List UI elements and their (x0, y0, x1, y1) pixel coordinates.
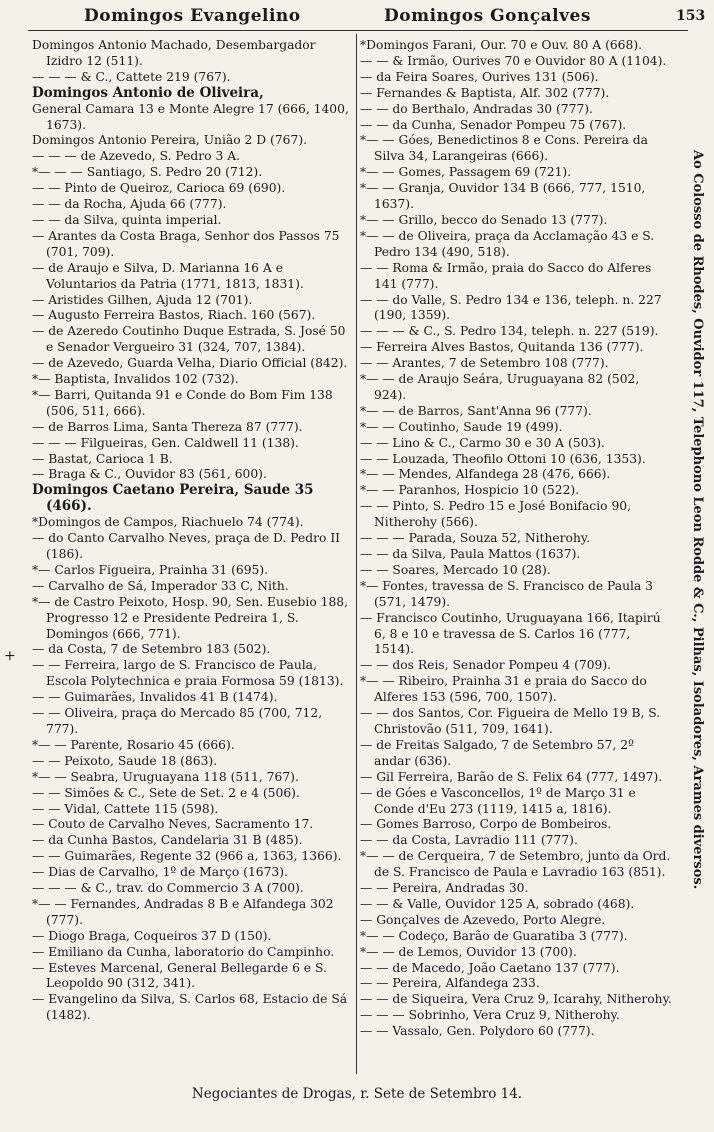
directory-entry: — — da Silva, quinta imperial. (32, 212, 222, 227)
directory-entry: — — Louzada, Theofilo Ottoni 10 (636, 1353). (360, 451, 646, 466)
directory-entry: *— — Mendes, Alfandega 28 (476, 666). (360, 467, 611, 482)
directory-entry: — — — Sobrinho, Vera Cruz 9, Nitherohy. (360, 1008, 620, 1023)
directory-entry: *— — Góes, Benedictinos 8 e Cons. Pereira da Silva 34, Larangeiras (666). (360, 133, 648, 164)
directory-entry: *— — Codeço, Barão de Guaratiba 3 (777). (360, 928, 628, 943)
directory-entry: — Braga & C., Ouvidor 83 (561, 600). (32, 467, 267, 482)
directory-entry: — — dos Santos, Cor. Figueira de Mello 19 B, S. Christovão (511, 709, 1641). (360, 706, 661, 736)
directory-entry: — — Pereira, Alfandega 233. (360, 976, 540, 991)
directory-entry: Domingos Antonio Pereira, União 2 D (767). (32, 133, 308, 148)
directory-entry: — da Feira Soares, Ourives 131 (506). (360, 69, 599, 84)
directory-entry: — Bastat, Carioca 1 B. (32, 451, 173, 466)
header-left-name: Domingos Evangelino (84, 6, 301, 26)
directory-entry: — — da Costa, Lavradio 111 (777). (360, 833, 578, 848)
directory-entry: — Esteves Marcenal, General Bellegarde 6 e S. Leopoldo 90 (312, 341). (32, 960, 327, 991)
directory-entry: — — do Valle, S. Pedro 134 e 136, teleph. n. 227 (190, 1359). (360, 292, 662, 323)
directory-entry: *Domingos de Campos, Riachuelo 74 (774). (32, 515, 304, 530)
directory-entry: — — — Filgueiras, Gen. Caldwell 11 (138). (32, 435, 299, 450)
directory-entry: — de Azevedo, Guarda Velha, Diario Official (842). (32, 356, 348, 371)
directory-entry: — — Arantes, 7 de Setembro 108 (777). (360, 356, 609, 371)
directory-entry: — Diogo Braga, Coqueiros 37 D (150). (32, 928, 272, 943)
directory-entry: — Evangelino da Silva, S. Carlos 68, Estacio de Sá (1482). (32, 992, 348, 1023)
directory-entry: — Carvalho de Sá, Imperador 33 C, Nith. (32, 578, 289, 593)
directory-entry: — — & Valle, Ouvidor 125 A, sobrado (468). (360, 896, 635, 911)
directory-entry: — — de Macedo, João Caetano 137 (777). (360, 960, 620, 975)
directory-entry: — Gonçalves de Azevedo, Porto Alegre. (360, 912, 606, 927)
directory-entry: — — Lino & C., Carmo 30 e 30 A (503). (360, 435, 605, 450)
directory-entry: — — Guimarães, Regente 32 (966 a, 1363, 1366). (32, 849, 342, 864)
directory-entry: *— — Fernandes, Andradas 8 B e Alfandega 302 (777). (32, 896, 334, 927)
directory-entry: — Aristides Gilhen, Ajuda 12 (701). (32, 292, 253, 307)
directory-entry: *Domingos Farani, Our. 70 e Ouv. 80 A (668). (360, 38, 643, 52)
directory-entry: Domingos Antonio Machado, Desembargador Izidro 12 (511). (32, 38, 316, 68)
directory-entry: — Francisco Coutinho, Uruguayana 166, Itapirú 6, 8 e 10 e travessa de S. Carlos 16 (777, 1514). (360, 610, 661, 657)
directory-entry: — — Simões & C., Sete de Set. 2 e 4 (506). (32, 785, 300, 800)
directory-entry: — Emiliano da Cunha, laboratorio do Campinho. (32, 944, 335, 959)
directory-entry: — — da Rocha, Ajuda 66 (777). (32, 197, 227, 212)
directory-entry: — — Vassalo, Gen. Polydoro 60 (777). (360, 1024, 595, 1039)
directory-entry: *— — Grillo, becco do Senado 13 (777). (360, 212, 608, 227)
directory-entry: *— — — Santiago, S. Pedro 20 (712). (32, 165, 263, 180)
directory-entry: — do Canto Carvalho Neves, praça de D. Pedro II (186). (32, 531, 341, 561)
directory-entry: — Dias de Carvalho, 1º de Março (1673). (32, 865, 288, 880)
directory-entry: — — dos Reis, Senador Pompeu 4 (709). (360, 658, 612, 673)
directory-entry: *— — Ribeiro, Prainha 31 e praia do Sacco do Alferes 153 (596, 700, 1507). (360, 674, 647, 705)
footer-note: Negociantes de Drogas, r. Sete de Setembro 14. (191, 1086, 523, 1102)
directory-entry: — da Cunha Bastos, Candelaria 31 B (485). (32, 833, 303, 848)
directory-entry: — — Oliveira, praça do Mercado 85 (700, 712, 777). (32, 706, 323, 736)
margin-mark: + (4, 648, 16, 664)
directory-entry: — da Costa, 7 de Setembro 183 (502). (32, 642, 271, 657)
directory-entry: *— — de Lemos, Ouvidor 13 (700). (360, 944, 577, 959)
directory-entry: *— Fontes, travessa de S. Francisco de Paula 3 (571, 1479). (360, 578, 653, 609)
directory-entry: — de Góes e Vasconcellos, 1º de Março 31 e Conde d'Eu 273 (1119, 1415 a, 1816). (360, 785, 636, 816)
column-divider (356, 34, 357, 1074)
side-advertisement: Ao Colosso de Rhodes, Ouvidor 117, Telephono Leon Rodde & C., Pilhas, Isoladores, Arames diversos. (690, 150, 705, 890)
directory-entry: *— de Castro Peixoto, Hosp. 90, Sen. Eusebio 188, Progresso 12 e Presidente Pedreira 1, S. Domingos (666, 771). (32, 594, 349, 641)
directory-entry: — Gomes Barroso, Corpo de Bombeiros. (360, 817, 612, 832)
directory-entry: — Gil Ferreira, Barão de S. Felix 64 (777, 1497). (360, 769, 663, 784)
directory-entry: — — & Irmão, Ourives 70 e Ouvidor 80 A (1104). (360, 53, 667, 68)
directory-entry: *— — Paranhos, Hospicio 10 (522). (360, 483, 580, 498)
directory-entry: *— — Parente, Rosario 45 (666). (32, 737, 235, 752)
directory-entry: — — Pinto de Queiroz, Carioca 69 (690). (32, 181, 286, 196)
directory-entry: — Fernandes & Baptista, Alf. 302 (777). (360, 85, 610, 100)
directory-entry: — — Roma & Irmão, praia do Sacco do Alferes 141 (777). (360, 260, 652, 291)
directory-entry: — Arantes da Costa Braga, Senhor dos Passos 75 (701, 709). (32, 228, 340, 259)
header-right-name: Domingos Gonçalves (384, 6, 591, 26)
directory-entry: — — — Parada, Souza 52, Nitherohy. (360, 531, 591, 546)
directory-entry: — — — de Azevedo, S. Pedro 3 A. (32, 149, 241, 164)
directory-entry: — de Barros Lima, Santa Thereza 87 (777). (32, 419, 303, 434)
directory-entry: — Couto de Carvalho Neves, Sacramento 17. (32, 817, 314, 832)
directory-entry: *— — Coutinho, Saude 19 (499). (360, 419, 563, 434)
directory-entry: — — Soares, Mercado 10 (28). (360, 562, 551, 577)
directory-entry: — — do Berthalo, Andradas 30 (777). (360, 101, 593, 116)
directory-entry: — — — & C., S. Pedro 134, teleph. n. 227 (519). (360, 324, 659, 339)
left-column (32, 38, 350, 1024)
directory-entry: — de Araujo e Silva, D. Marianna 16 A e Voluntarios da Patria (1771, 1813, 1831). (32, 260, 304, 291)
directory-entry: *— — de Oliveira, praça da Acclamação 43 e S. Pedro 134 (490, 518). (360, 228, 655, 259)
directory-entry: — — — & C., trav. do Commercio 3 A (700). (32, 881, 304, 896)
directory-entry: — — Guimarães, Invalidos 41 B (1474). (32, 690, 278, 705)
directory-entry: *— Carlos Figueira, Prainha 31 (695). (32, 562, 269, 577)
directory-entry: — — Pereira, Andradas 30. (360, 881, 529, 896)
directory-entry: — — Vidal, Cattete 115 (598). (32, 801, 219, 816)
directory-entry: — — Peixoto, Saude 18 (863). (32, 753, 218, 768)
directory-entry: *— — de Barros, Sant'Anna 96 (777). (360, 403, 592, 418)
directory-entry: — Augusto Ferreira Bastos, Riach. 160 (567). (32, 308, 316, 323)
directory-entry: — Ferreira Alves Bastos, Quitanda 136 (777). (360, 340, 644, 355)
directory-entry: *— Baptista, Invalidos 102 (732). (32, 372, 239, 387)
directory-entry: — — da Cunha, Senador Pompeu 75 (767). (360, 117, 627, 132)
directory-entry: *— Barri, Quitanda 91 e Conde do Bom Fim 138 (506, 511, 666). (32, 387, 333, 418)
directory-entry: — — Pinto, S. Pedro 15 e José Bonifacio 90, Nitherohy (566). (360, 499, 631, 530)
directory-entry: *— — Granja, Ouvidor 134 B (666, 777, 1510, 1637). (360, 181, 646, 212)
directory-entry: *— — Gomes, Passagem 69 (721). (360, 165, 572, 180)
directory-entry: — de Freitas Salgado, 7 de Setembro 57, 2º andar (636). (360, 737, 634, 768)
directory-entry: — de Azeredo Coutinho Duque Estrada, S. José 50 e Senador Vergueiro 31 (324, 707, 1384). (32, 324, 346, 355)
directory-entry: *— — de Cerqueira, 7 de Setembro, junto da Ord. de S. Francisco de Paula e Lavradio 163 (851). (360, 849, 671, 880)
directory-entry: — — Ferreira, largo de S. Francisco de Paula, Escola Polytechnica e praia Formosa 59 (1813). (32, 658, 344, 689)
directory-entry: — — de Siqueira, Vera Cruz 9, Icarahy, Nitherohy. (360, 992, 672, 1007)
directory-entry: — — da Silva, Paula Mattos (1637). (360, 547, 581, 561)
directory-heading: Domingos Antonio de Oliveira, (32, 84, 264, 101)
directory-entry: *— — Seabra, Uruguayana 118 (511, 767). (32, 769, 299, 784)
directory-heading: Domingos Caetano Pereira, Saude 35 (466). (32, 482, 314, 515)
header-rule (28, 30, 688, 31)
directory-entry: *— — de Araujo Seára, Uruguayana 82 (502, 924). (360, 372, 640, 402)
directory-entry: General Camara 13 e Monte Alegre 17 (666, 1400, 1673). (32, 101, 349, 132)
right-column (360, 38, 672, 1040)
directory-entry: — — — & C., Cattete 219 (767). (32, 69, 231, 84)
page-number: 153 (676, 8, 706, 24)
